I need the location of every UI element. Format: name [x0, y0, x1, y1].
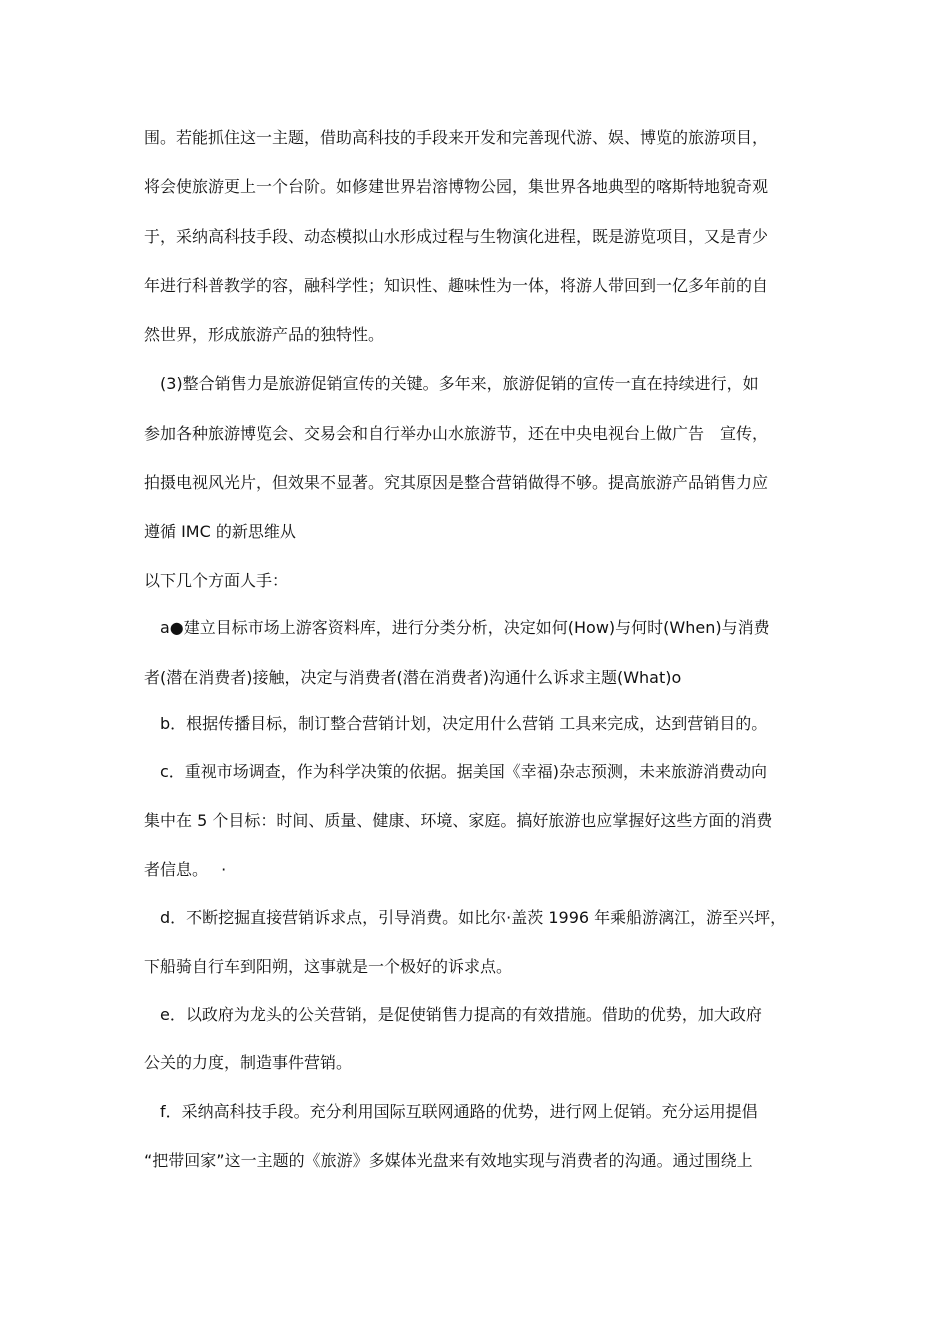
text-line: a●建立目标市场上游客资料库，进行分类分析，决定如何(How)与何时(When)与消费: [144, 618, 770, 637]
text-line: 公关的力度，制造事件营销。: [144, 1053, 353, 1072]
text-line: 集中在 5 个目标：时间、质量、健康、环境、家庭。搞好旅游也应掌握好这些方面的消费: [144, 811, 773, 830]
text-line: 者信息。 ·: [144, 860, 227, 879]
text-line: e．以政府为龙头的公关营销，是促使销售力提高的有效措施。借助的优势，加大政府: [144, 1005, 762, 1024]
text-line: 下船骑自行车到阳朔，这事就是一个极好的诉求点。: [144, 957, 513, 976]
text-line: b．根据传播目标，制订整合营销计划，决定用什么营销 工具来完成，达到营销目的。: [144, 714, 768, 733]
text-line: 年进行科普教学的容，融科学性；知识性、趣味性为一体，将游人带回到一亿多年前的自: [144, 276, 769, 295]
text-line: 围。若能抓住这一主题，借助高科技的手段来开发和完善现代游、娱、博览的旅游项目，: [144, 128, 769, 147]
text-line: “把带回家”这一主题的《旅游》多媒体光盘来有效地实现与消费者的沟通。通过围绕上: [144, 1151, 753, 1170]
text-line: 以下几个方面人手：: [144, 571, 289, 590]
text-line: f．采纳高科技手段。充分利用国际互联网通路的优势，进行网上促销。充分运用提倡: [144, 1102, 758, 1121]
text-line: (3)整合销售力是旅游促销宣传的关键。多年来，旅游促销的宣传一直在持续进行，如: [144, 374, 759, 393]
text-line: d．不断挖掘直接营销诉求点，引导消费。如比尔·盖茨 1996 年乘船游漓江，游至兴坪，: [144, 908, 787, 927]
text-line: 于，采纳高科技手段、动态模拟山水形成过程与生物演化进程，既是游览项目，又是青少: [144, 227, 769, 246]
text-line: 然世界，形成旅游产品的独特性。: [144, 325, 385, 344]
text-line: 参加各种旅游博览会、交易会和自行举办山水旅游节，还在中央电视台上做广告 宣传，: [144, 424, 769, 443]
text-line: 拍摄电视风光片，但效果不显著。究其原因是整合营销做得不够。提高旅游产品销售力应: [144, 473, 769, 492]
text-line: 将会使旅游更上一个台阶。如修建世界岩溶博物公园，集世界各地典型的喀斯特地貌奇观: [144, 177, 769, 196]
text-line: 遵循 IMC 的新思维从: [144, 522, 296, 541]
text-line: 者(潜在消费者)接触，决定与消费者(潜在消费者)沟通什么诉求主题(What)o: [144, 668, 682, 687]
text-line: c．重视市场调查，作为科学决策的依据。据美国《幸福)杂志预测，未来旅游消费动向: [144, 762, 768, 781]
